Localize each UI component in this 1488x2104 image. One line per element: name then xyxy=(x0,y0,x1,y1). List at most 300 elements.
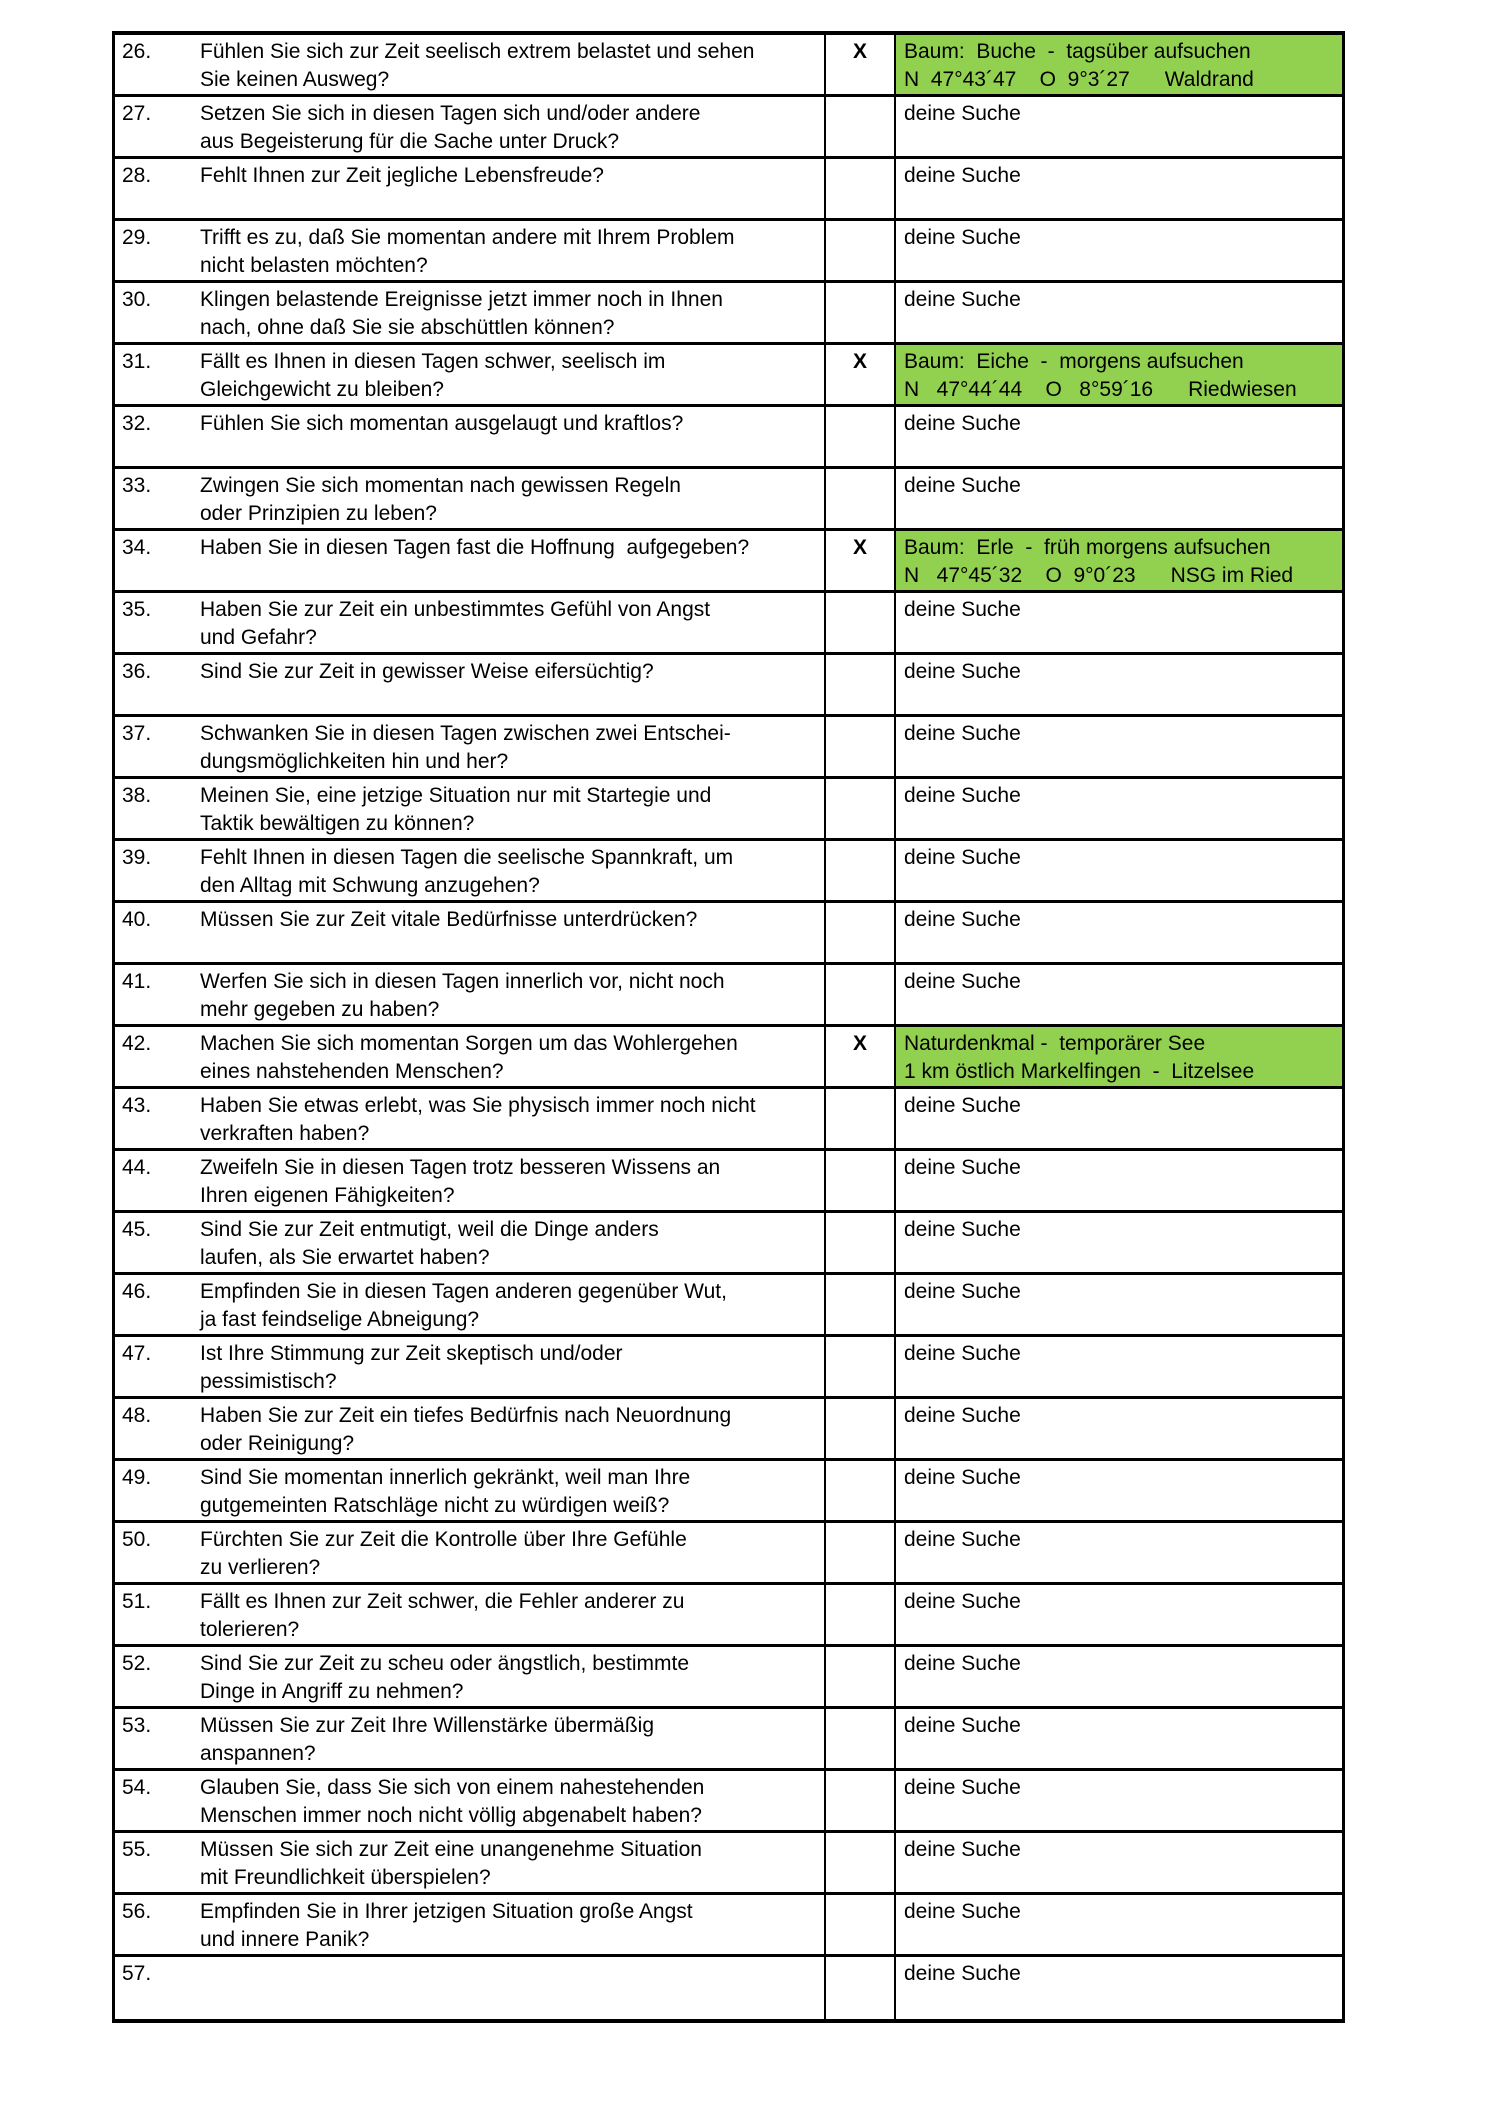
question-cell xyxy=(115,531,824,590)
question-cell xyxy=(115,593,824,652)
question-text xyxy=(200,100,824,156)
question-text xyxy=(200,1216,824,1272)
answer-cell xyxy=(896,717,1342,776)
answer-line-2 xyxy=(904,810,1336,838)
question-cell xyxy=(115,1089,824,1148)
question-line-2: eines nahstehenden Menschen? xyxy=(200,1060,504,1083)
answer-line-2 xyxy=(904,624,1336,652)
question-line-1: Fehlt Ihnen zur Zeit jegliche Lebensfreude? xyxy=(200,164,604,187)
answer-line-1: Baum: Eiche - morgens aufsuchen xyxy=(904,350,1244,373)
question-number: 50. xyxy=(122,1528,152,1551)
table-row xyxy=(115,655,1342,717)
table-row xyxy=(115,531,1342,593)
answer-cell xyxy=(896,1027,1342,1086)
table-row xyxy=(115,345,1342,407)
question-number: 45. xyxy=(122,1218,152,1241)
question-text xyxy=(200,782,824,838)
question-text xyxy=(200,1092,824,1148)
question-line-2 xyxy=(200,686,824,714)
answer-line-1: deine Suche xyxy=(904,1156,1021,1179)
answer-line-1: deine Suche xyxy=(904,1280,1021,1303)
answer-line-2 xyxy=(904,1926,1336,1954)
answer-mark-cell xyxy=(824,1585,896,1644)
question-line-2 xyxy=(200,190,824,218)
question-cell xyxy=(115,779,824,838)
answer-line-1: deine Suche xyxy=(904,660,1021,683)
question-cell xyxy=(115,1771,824,1830)
question-number: 39. xyxy=(122,846,152,869)
answer-cell xyxy=(896,283,1342,342)
answer-cell xyxy=(896,97,1342,156)
answer-line-2 xyxy=(904,1864,1336,1892)
question-text xyxy=(200,472,824,528)
answer-cell xyxy=(896,1895,1342,1954)
question-text xyxy=(200,1588,824,1644)
question-text xyxy=(200,162,824,218)
answer-cell xyxy=(896,1461,1342,1520)
table-row xyxy=(115,1027,1342,1089)
question-number: 48. xyxy=(122,1404,152,1427)
question-number: 29. xyxy=(122,226,152,249)
answer-line-1: deine Suche xyxy=(904,908,1021,931)
question-line-1: Schwanken Sie in diesen Tagen zwischen zwei Entschei- xyxy=(200,722,731,745)
answer-line-1: deine Suche xyxy=(904,722,1021,745)
answer-cell xyxy=(896,903,1342,962)
answer-mark-cell: X xyxy=(824,1027,896,1086)
question-number: 40. xyxy=(122,908,152,931)
question-text xyxy=(200,38,824,94)
answer-mark-cell xyxy=(824,593,896,652)
table-row xyxy=(115,469,1342,531)
question-number: 56. xyxy=(122,1900,152,1923)
answer-line-1: deine Suche xyxy=(904,1714,1021,1737)
answer-cell xyxy=(896,407,1342,466)
answer-line-1: deine Suche xyxy=(904,1404,1021,1427)
question-number: 38. xyxy=(122,784,152,807)
question-text xyxy=(200,1030,824,1086)
answer-cell xyxy=(896,1647,1342,1706)
question-line-1: Müssen Sie zur Zeit Ihre Willenstärke übermäßig xyxy=(200,1714,654,1737)
question-text xyxy=(200,1526,824,1582)
question-line-2: verkraften haben? xyxy=(200,1122,370,1145)
question-line-1: Fehlt Ihnen in diesen Tagen die seelische Spannkraft, um xyxy=(200,846,734,869)
question-cell xyxy=(115,469,824,528)
table-row xyxy=(115,1895,1342,1957)
question-line-1: Klingen belastende Ereignisse jetzt immer noch in Ihnen xyxy=(200,288,723,311)
question-number: 55. xyxy=(122,1838,152,1861)
question-line-2: ja fast feindselige Abneigung? xyxy=(200,1308,480,1331)
answer-cell xyxy=(896,779,1342,838)
question-text xyxy=(200,1960,824,2016)
table-row xyxy=(115,717,1342,779)
question-line-1: Müssen Sie zur Zeit vitale Bedürfnisse unterdrücken? xyxy=(200,908,698,931)
answer-line-2 xyxy=(904,1678,1336,1706)
question-cell xyxy=(115,841,824,900)
answer-mark-cell: X xyxy=(824,531,896,590)
question-cell xyxy=(115,407,824,466)
answer-line-2 xyxy=(904,1306,1336,1334)
table-row xyxy=(115,1275,1342,1337)
answer-line-2: N 47°44´44 O 8°59´16 Riedwiesen xyxy=(904,378,1297,401)
answer-line-1: Naturdenkmal - temporärer See xyxy=(904,1032,1206,1055)
question-line-1: Zweifeln Sie in diesen Tagen trotz besseren Wissens an xyxy=(200,1156,721,1179)
answer-mark-cell xyxy=(824,1275,896,1334)
question-number: 43. xyxy=(122,1094,152,1117)
answer-line-2 xyxy=(904,1616,1336,1644)
answer-line-2 xyxy=(904,1368,1336,1396)
question-line-2: oder Prinzipien zu leben? xyxy=(200,502,437,525)
answer-mark-cell xyxy=(824,1833,896,1892)
answer-mark-cell: X xyxy=(824,345,896,404)
table-row xyxy=(115,1523,1342,1585)
answer-mark-cell xyxy=(824,1151,896,1210)
table-row xyxy=(115,221,1342,283)
answer-line-1: deine Suche xyxy=(904,970,1021,993)
question-text xyxy=(200,1154,824,1210)
answer-line-2 xyxy=(904,252,1336,280)
question-text xyxy=(200,596,824,652)
answer-line-2 xyxy=(904,934,1336,962)
answer-mark-cell xyxy=(824,221,896,280)
question-text xyxy=(200,844,824,900)
table-row xyxy=(115,841,1342,903)
answer-cell xyxy=(896,1523,1342,1582)
question-cell xyxy=(115,655,824,714)
question-cell xyxy=(115,1151,824,1210)
question-line-1: Ist Ihre Stimmung zur Zeit skeptisch und/oder xyxy=(200,1342,623,1365)
question-cell xyxy=(115,1647,824,1706)
question-text xyxy=(200,1278,824,1334)
answer-mark-cell xyxy=(824,965,896,1024)
question-line-1: Machen Sie sich momentan Sorgen um das Wohlergehen xyxy=(200,1032,738,1055)
answer-mark-cell xyxy=(824,779,896,838)
answer-mark-cell xyxy=(824,97,896,156)
question-cell xyxy=(115,345,824,404)
answer-mark-cell xyxy=(824,1957,896,2019)
question-number: 41. xyxy=(122,970,152,993)
question-cell xyxy=(115,965,824,1024)
question-cell xyxy=(115,717,824,776)
question-cell xyxy=(115,1027,824,1086)
question-line-2: und innere Panik? xyxy=(200,1928,370,1951)
answer-mark-cell xyxy=(824,717,896,776)
table-row xyxy=(115,97,1342,159)
question-text xyxy=(200,1836,824,1892)
answer-cell xyxy=(896,1089,1342,1148)
question-cell xyxy=(115,1275,824,1334)
question-cell xyxy=(115,35,824,94)
question-text xyxy=(200,1774,824,1830)
answer-mark-cell xyxy=(824,1771,896,1830)
question-number: 44. xyxy=(122,1156,152,1179)
question-line-2: den Alltag mit Schwung anzugehen? xyxy=(200,874,540,897)
question-line-1: Fürchten Sie zur Zeit die Kontrolle über Ihre Gefühle xyxy=(200,1528,687,1551)
question-number: 33. xyxy=(122,474,152,497)
question-cell xyxy=(115,1585,824,1644)
question-line-1: Haben Sie etwas erlebt, was Sie physisch immer noch nicht xyxy=(200,1094,756,1117)
question-line-1: Fällt es Ihnen zur Zeit schwer, die Fehler anderer zu xyxy=(200,1590,685,1613)
question-line-1: Haben Sie in diesen Tagen fast die Hoffnung aufgegeben? xyxy=(200,536,750,559)
answer-line-1: deine Suche xyxy=(904,1900,1021,1923)
table-row xyxy=(115,1461,1342,1523)
question-text xyxy=(200,1650,824,1706)
question-number: 53. xyxy=(122,1714,152,1737)
table-row xyxy=(115,1957,1342,2019)
question-line-2: nicht belasten möchten? xyxy=(200,254,428,277)
answer-line-2 xyxy=(904,1244,1336,1272)
answer-line-2 xyxy=(904,1554,1336,1582)
answer-cell xyxy=(896,469,1342,528)
answer-mark-cell xyxy=(824,407,896,466)
question-number: 28. xyxy=(122,164,152,187)
answer-cell xyxy=(896,1337,1342,1396)
question-cell xyxy=(115,903,824,962)
question-text xyxy=(200,286,824,342)
question-line-1: Fällt es Ihnen in diesen Tagen schwer, seelisch im xyxy=(200,350,666,373)
answer-mark-cell xyxy=(824,903,896,962)
question-line-1: Zwingen Sie sich momentan nach gewissen Regeln xyxy=(200,474,681,497)
answer-line-2 xyxy=(904,686,1336,714)
question-text xyxy=(200,224,824,280)
table-row xyxy=(115,1709,1342,1771)
question-line-2: Dinge in Angriff zu nehmen? xyxy=(200,1680,464,1703)
answer-mark-cell xyxy=(824,1895,896,1954)
question-number: 51. xyxy=(122,1590,152,1613)
question-line-2 xyxy=(200,438,824,466)
answer-line-2 xyxy=(904,190,1336,218)
question-text xyxy=(200,1712,824,1768)
question-number: 49. xyxy=(122,1466,152,1489)
question-number: 37. xyxy=(122,722,152,745)
answer-cell xyxy=(896,1585,1342,1644)
answer-cell xyxy=(896,1833,1342,1892)
question-text xyxy=(200,720,824,776)
question-cell xyxy=(115,1523,824,1582)
table-row xyxy=(115,159,1342,221)
question-line-1 xyxy=(200,1960,824,1988)
answer-mark-cell xyxy=(824,1647,896,1706)
answer-line-1: deine Suche xyxy=(904,226,1021,249)
table-row xyxy=(115,779,1342,841)
table-row xyxy=(115,965,1342,1027)
table-row xyxy=(115,1585,1342,1647)
question-line-2: laufen, als Sie erwartet haben? xyxy=(200,1246,490,1269)
question-line-2: aus Begeisterung für die Sache unter Druck? xyxy=(200,130,620,153)
question-line-1: Sind Sie zur Zeit in gewisser Weise eifersüchtig? xyxy=(200,660,654,683)
answer-line-2 xyxy=(904,128,1336,156)
answer-line-1: deine Suche xyxy=(904,1094,1021,1117)
answer-mark-cell xyxy=(824,1213,896,1272)
answer-line-2: N 47°43´47 O 9°3´27 Waldrand xyxy=(904,68,1254,91)
question-line-2: dungsmöglichkeiten hin und her? xyxy=(200,750,509,773)
answer-cell xyxy=(896,1151,1342,1210)
question-line-1: Sind Sie momentan innerlich gekränkt, weil man Ihre xyxy=(200,1466,691,1489)
question-line-2: nach, ohne daß Sie sie abschüttlen können? xyxy=(200,316,615,339)
answer-line-1: deine Suche xyxy=(904,288,1021,311)
table-row xyxy=(115,1151,1342,1213)
question-line-1: Fühlen Sie sich momentan ausgelaugt und kraftlos? xyxy=(200,412,684,435)
question-line-1: Empfinden Sie in diesen Tagen anderen gegenüber Wut, xyxy=(200,1280,727,1303)
question-line-2 xyxy=(200,1988,824,2016)
answer-cell xyxy=(896,1275,1342,1334)
answer-cell xyxy=(896,159,1342,218)
answer-line-1: deine Suche xyxy=(904,412,1021,435)
answer-line-2 xyxy=(904,1802,1336,1830)
answer-line-2 xyxy=(904,314,1336,342)
question-number: 27. xyxy=(122,102,152,125)
answer-line-1: deine Suche xyxy=(904,1528,1021,1551)
answer-line-1: deine Suche xyxy=(904,1590,1021,1613)
answer-cell xyxy=(896,655,1342,714)
question-number: 35. xyxy=(122,598,152,621)
answer-cell xyxy=(896,35,1342,94)
answer-line-1: deine Suche xyxy=(904,784,1021,807)
question-cell xyxy=(115,1399,824,1458)
question-cell xyxy=(115,1461,824,1520)
question-line-1: Haben Sie zur Zeit ein unbestimmtes Gefühl von Angst xyxy=(200,598,711,621)
question-line-1: Meinen Sie, eine jetzige Situation nur mit Startegie und xyxy=(200,784,712,807)
answer-line-2: N 47°45´32 O 9°0´23 NSG im Ried xyxy=(904,564,1294,587)
question-cell xyxy=(115,1213,824,1272)
answer-cell xyxy=(896,593,1342,652)
question-number: 32. xyxy=(122,412,152,435)
answer-mark-cell xyxy=(824,159,896,218)
table-row xyxy=(115,1399,1342,1461)
answer-line-1: deine Suche xyxy=(904,1838,1021,1861)
question-line-2: gutgemeinten Ratschläge nicht zu würdigen weiß? xyxy=(200,1494,670,1517)
question-line-2: pessimistisch? xyxy=(200,1370,337,1393)
question-line-1: Haben Sie zur Zeit ein tiefes Bedürfnis nach Neuordnung xyxy=(200,1404,732,1427)
answer-line-1: deine Suche xyxy=(904,598,1021,621)
question-number: 34. xyxy=(122,536,152,559)
question-number: 57. xyxy=(122,1962,152,1985)
question-text xyxy=(200,1340,824,1396)
question-line-2: oder Reinigung? xyxy=(200,1432,355,1455)
answer-mark-cell xyxy=(824,1089,896,1148)
question-line-2 xyxy=(200,562,824,590)
answer-cell xyxy=(896,841,1342,900)
question-cell xyxy=(115,159,824,218)
answer-line-2 xyxy=(904,1492,1336,1520)
table-row xyxy=(115,1337,1342,1399)
answer-line-1: deine Suche xyxy=(904,1466,1021,1489)
question-text xyxy=(200,1464,824,1520)
answer-line-2 xyxy=(904,1182,1336,1210)
question-number: 46. xyxy=(122,1280,152,1303)
answer-line-1: deine Suche xyxy=(904,474,1021,497)
question-line-1: Fühlen Sie sich zur Zeit seelisch extrem belastet und sehen xyxy=(200,40,755,63)
answer-cell xyxy=(896,1213,1342,1272)
question-line-1: Sind Sie zur Zeit zu scheu oder ängstlich, bestimmte xyxy=(200,1652,690,1675)
question-line-2: Ihren eigenen Fähigkeiten? xyxy=(200,1184,455,1207)
answer-line-1: deine Suche xyxy=(904,1218,1021,1241)
question-number: 36. xyxy=(122,660,152,683)
question-text xyxy=(200,658,824,714)
answer-line-2 xyxy=(904,438,1336,466)
answer-mark-cell xyxy=(824,469,896,528)
answer-mark-cell xyxy=(824,1709,896,1768)
answer-line-2 xyxy=(904,1740,1336,1768)
table-row xyxy=(115,1647,1342,1709)
question-line-2: Taktik bewältigen zu können? xyxy=(200,812,475,835)
table-row xyxy=(115,35,1342,97)
question-cell xyxy=(115,1709,824,1768)
answer-line-2 xyxy=(904,748,1336,776)
answer-line-2 xyxy=(904,500,1336,528)
answer-line-2 xyxy=(904,872,1336,900)
question-line-2: zu verlieren? xyxy=(200,1556,321,1579)
question-line-2 xyxy=(200,934,824,962)
answer-line-2 xyxy=(904,1120,1336,1148)
answer-cell xyxy=(896,1771,1342,1830)
question-text xyxy=(200,410,824,466)
question-text xyxy=(200,534,824,590)
question-cell xyxy=(115,1957,824,2019)
question-line-2: und Gefahr? xyxy=(200,626,317,649)
answer-line-2: 1 km östlich Markelfingen - Litzelsee xyxy=(904,1060,1255,1083)
answer-mark-cell xyxy=(824,283,896,342)
answer-line-1: deine Suche xyxy=(904,164,1021,187)
table-row xyxy=(115,283,1342,345)
question-line-1: Sind Sie zur Zeit entmutigt, weil die Dinge anders xyxy=(200,1218,659,1241)
question-cell xyxy=(115,283,824,342)
question-line-1: Setzen Sie sich in diesen Tagen sich und/oder andere xyxy=(200,102,701,125)
question-line-1: Müssen Sie sich zur Zeit eine unangenehme Situation xyxy=(200,1838,702,1861)
question-text xyxy=(200,906,824,962)
table-row xyxy=(115,593,1342,655)
question-text xyxy=(200,1898,824,1954)
question-number: 30. xyxy=(122,288,152,311)
answer-line-2 xyxy=(904,996,1336,1024)
answer-mark-cell xyxy=(824,1461,896,1520)
question-number: 31. xyxy=(122,350,152,373)
question-cell xyxy=(115,1337,824,1396)
answer-line-1: Baum: Erle - früh morgens aufsuchen xyxy=(904,536,1271,559)
table-row xyxy=(115,407,1342,469)
answer-cell xyxy=(896,345,1342,404)
table-row xyxy=(115,1833,1342,1895)
questionnaire-table xyxy=(112,31,1345,2023)
table-row xyxy=(115,1089,1342,1151)
question-text xyxy=(200,1402,824,1458)
question-cell xyxy=(115,1833,824,1892)
answer-mark-cell xyxy=(824,1337,896,1396)
answer-mark-cell xyxy=(824,841,896,900)
question-number: 42. xyxy=(122,1032,152,1055)
table-row xyxy=(115,1213,1342,1275)
answer-mark-cell xyxy=(824,1523,896,1582)
question-line-2: tolerieren? xyxy=(200,1618,300,1641)
question-line-2: Sie keinen Ausweg? xyxy=(200,68,390,91)
table-row xyxy=(115,1771,1342,1833)
answer-line-1: deine Suche xyxy=(904,846,1021,869)
answer-cell xyxy=(896,1709,1342,1768)
answer-cell xyxy=(896,965,1342,1024)
question-line-2: anspannen? xyxy=(200,1742,316,1765)
answer-line-2 xyxy=(904,1430,1336,1458)
question-number: 54. xyxy=(122,1776,152,1799)
answer-line-2 xyxy=(904,1988,1336,2016)
question-line-2: Gleichgewicht zu bleiben? xyxy=(200,378,444,401)
question-text xyxy=(200,968,824,1024)
answer-line-1: deine Suche xyxy=(904,1776,1021,1799)
answer-cell xyxy=(896,1957,1342,2019)
answer-line-1: Baum: Buche - tagsüber aufsuchen xyxy=(904,40,1251,63)
question-line-1: Empfinden Sie in Ihrer jetzigen Situation große Angst xyxy=(200,1900,693,1923)
question-line-1: Glauben Sie, dass Sie sich von einem nahestehenden xyxy=(200,1776,705,1799)
question-line-1: Werfen Sie sich in diesen Tagen innerlich vor, nicht noch xyxy=(200,970,725,993)
answer-line-1: deine Suche xyxy=(904,1342,1021,1365)
